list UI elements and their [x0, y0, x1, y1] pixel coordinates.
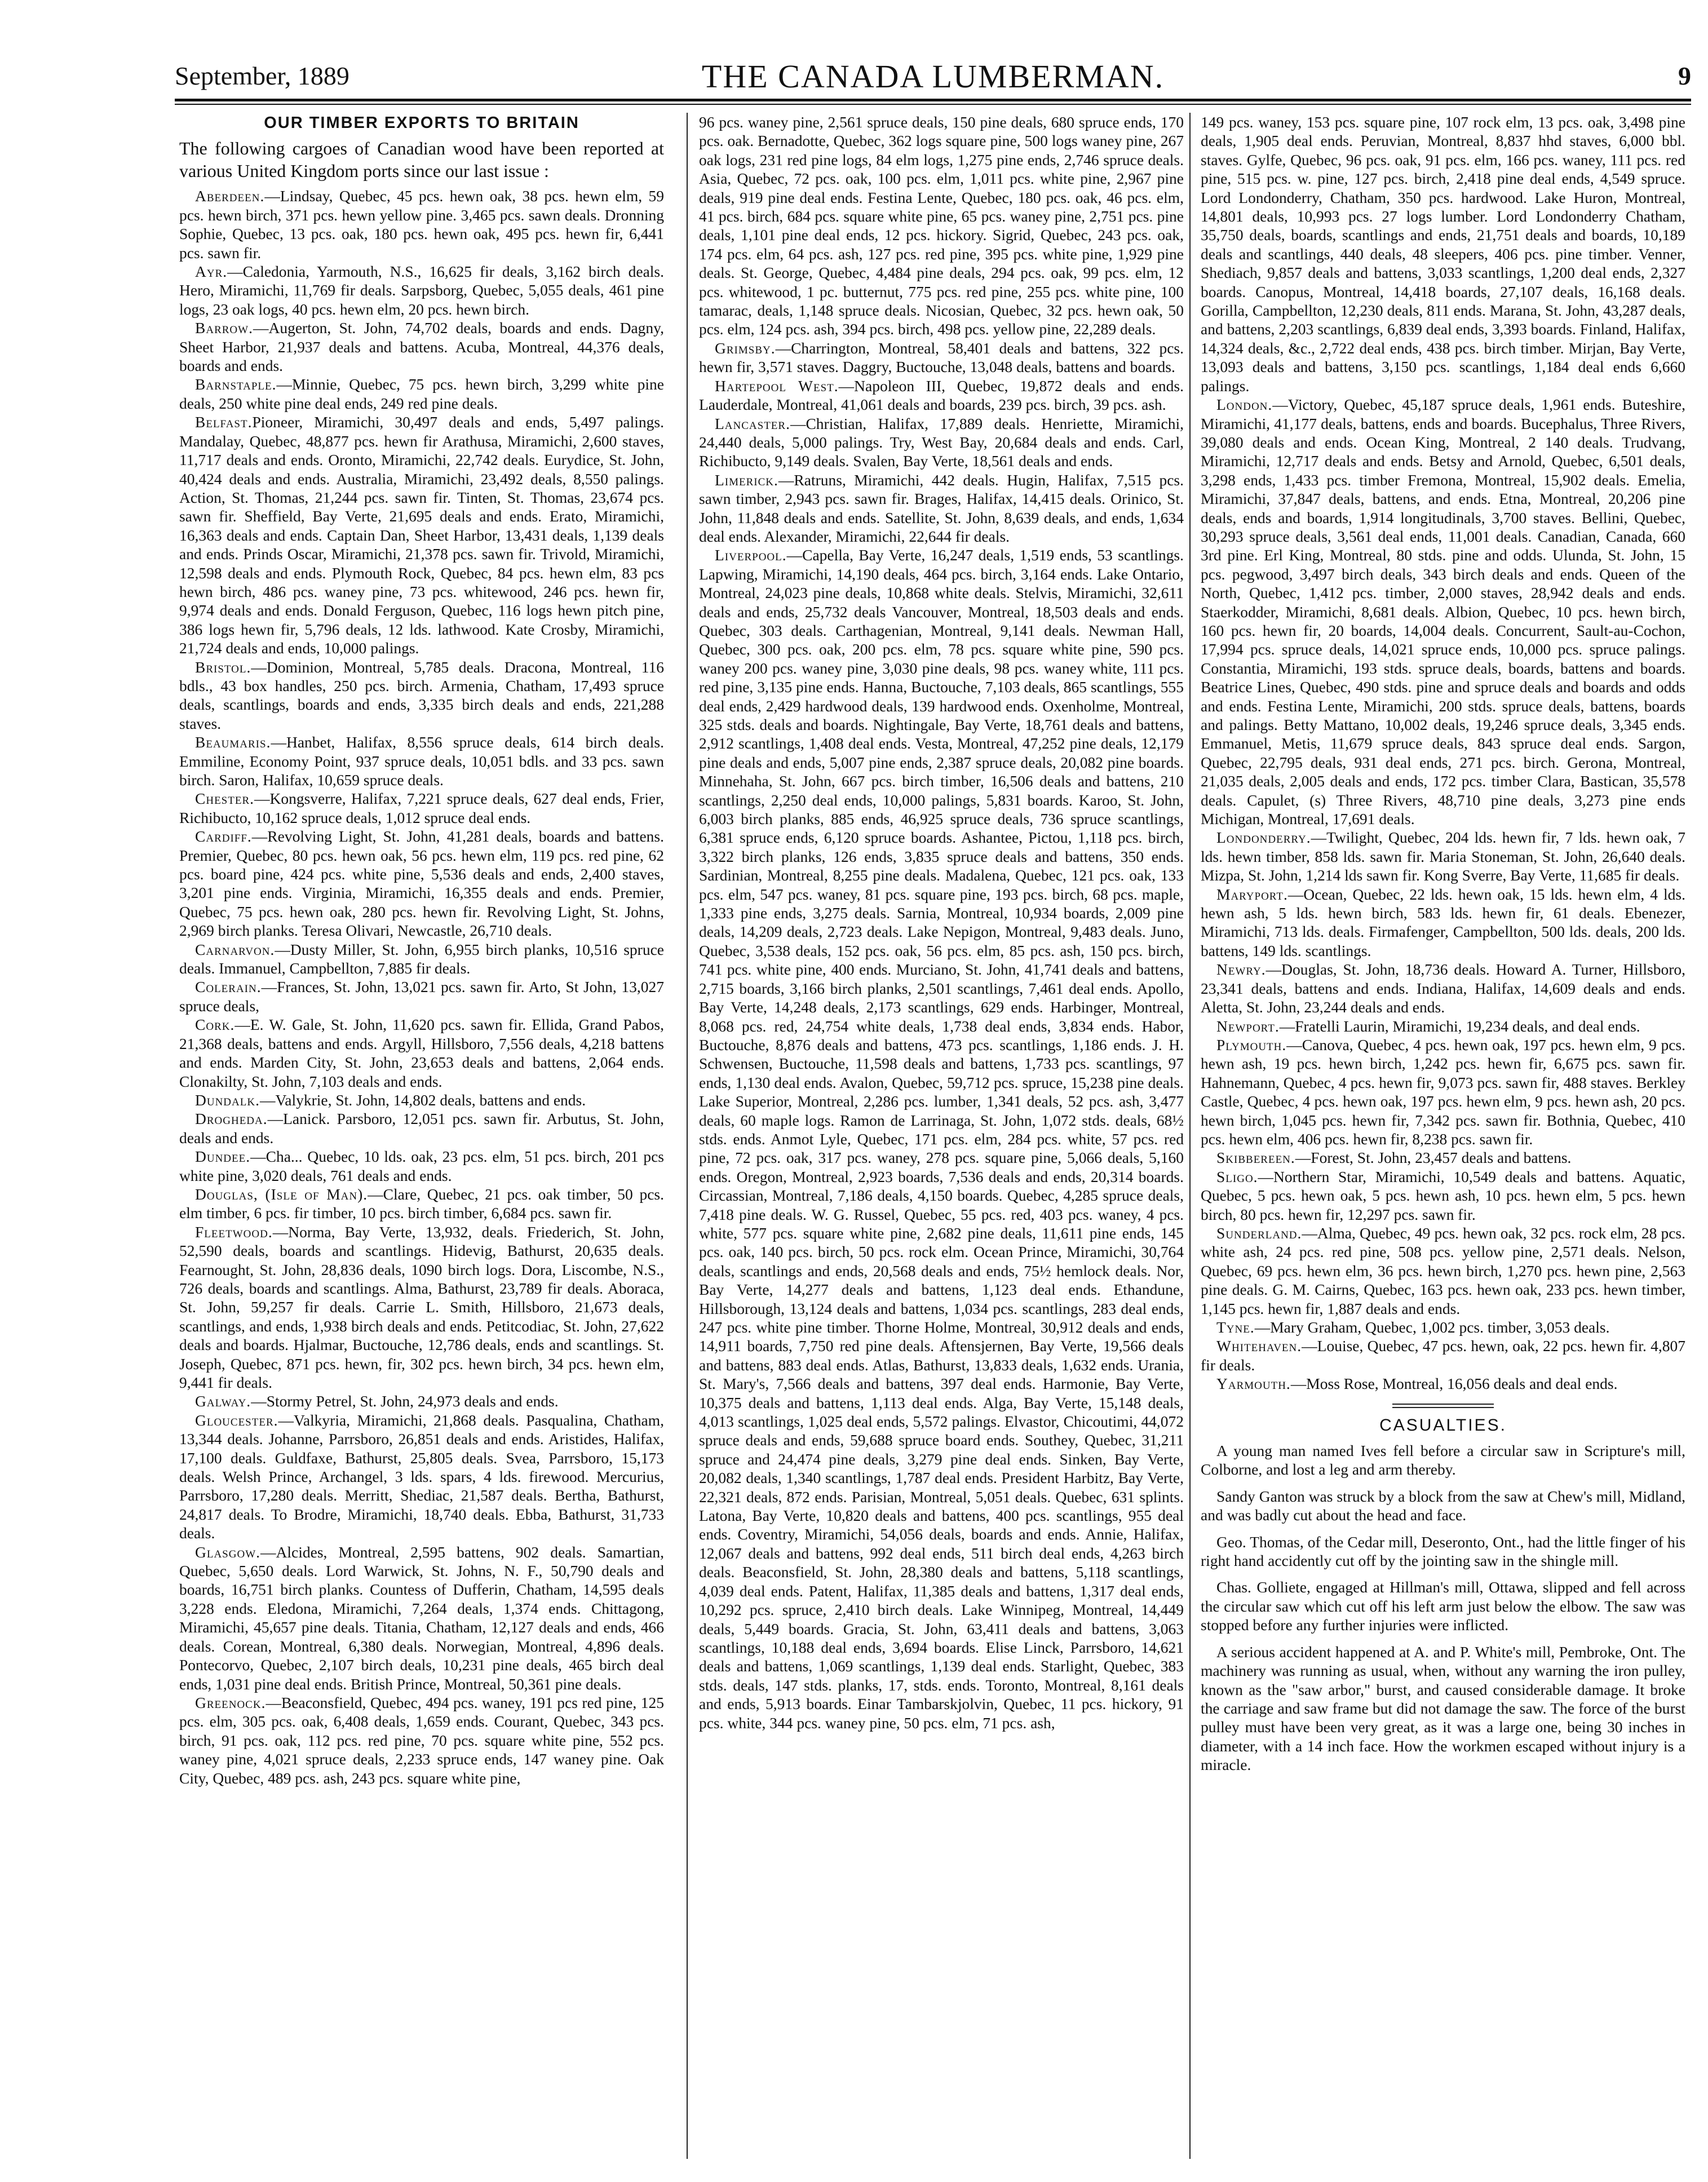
cargo-entry	[179, 658, 664, 733]
newspaper-title: THE CANADA LUMBERMAN.	[701, 58, 1165, 95]
column-divider	[1189, 113, 1191, 2159]
cargo-text: —Valykrie, St. John, 14,802 deals, battens and ends.	[259, 1091, 586, 1109]
cargo-entry	[179, 1147, 664, 1185]
cargo-text: —Lindsay, Quebec, 45 pcs. hewn oak, 38 pcs. hewn elm, 59 pcs. hewn birch, 371 pcs. hewn yellow pine. 3,465 pcs. sawn deals. Dronning Sophie, Quebec, 13 pcs. oak, 180 pcs. hewn oak, 495 pcs. hewn fir, 6,441 pcs. sawn fir.	[179, 187, 664, 262]
casualty-item: Sandy Ganton was struck by a block from the saw at Chew's mill, Midland, and was badly cut about the head and face.	[1201, 1487, 1685, 1524]
cargo-entry	[179, 789, 664, 827]
cargo-text: —Charrington, Montreal, 58,401 deals and battens, 322 pcs. hewn fir, 3,571 staves. Daggry, Buctouche, 13,048 deals, battens and boards.	[699, 339, 1184, 376]
cargo-entry	[179, 1543, 664, 1693]
port-name: Maryport.	[1216, 885, 1288, 903]
port-name: Grimsby.	[715, 339, 776, 357]
port-name: Cork.	[195, 1016, 235, 1034]
cargo-text: —Clare, Quebec, 21 pcs. oak timber, 50 pcs. elm timber, 6 pcs. fir timber, 10 pcs. birch timber, 6,684 pcs. sawn fir.	[179, 1185, 664, 1222]
cargo-text: —Christian, Halifax, 17,889 deals. Henriette, Miramichi, 24,440 deals, 5,000 palings. Try, West Bay, 20,684 deals and ends. Carl, Richibucto, 9,149 deals. Svalen, Bay Verte, 18,561 deals and ends.	[699, 414, 1184, 470]
cargo-entry	[179, 733, 664, 789]
cargo-entry	[1201, 1017, 1685, 1035]
cargo-entry	[1201, 1318, 1685, 1336]
cargo-entry	[179, 413, 664, 657]
port-name: Ayr.	[195, 263, 228, 281]
page-number: 9	[1678, 61, 1691, 90]
casualties-title: CASUALTIES.	[1379, 1415, 1507, 1435]
cargo-text: —Minnie, Quebec, 75 pcs. hewn birch, 3,299 white pine deals, 250 white pine deal ends, 249 red pine deals.	[179, 375, 664, 412]
cargo-entry	[1201, 1035, 1685, 1148]
cargo-text: —Louise, Quebec, 47 pcs. hewn, oak, 22 pcs. hewn fir. 4,807 fir deals.	[1201, 1337, 1685, 1374]
cargo-entry	[699, 471, 1184, 546]
cargo-entry	[1201, 1167, 1685, 1224]
cargo-entry	[179, 940, 664, 978]
port-name: Lancaster.	[715, 414, 790, 432]
cargo-entry	[699, 339, 1184, 377]
cargo-text: —Twilight, Quebec, 204 lds. hewn fir, 7 lds. hewn oak, 7 lds. hewn timber, 858 lds. sawn fir. Maria Stoneman, St. John, 26,640 deals. Mizpa, St. John, 1,214 lds sawn fir. Kong Sverre, Bay Verte, 11,685 fir deals.	[1201, 829, 1685, 884]
cargo-text: —Lanick. Parsboro, 12,051 pcs. sawn fir. Arbutus, St. John, deals and ends.	[179, 1110, 664, 1147]
cargo-text: —Caledonia, Yarmouth, N.S., 16,625 fir deals, 3,162 birch deals. Hero, Miramichi, 11,769 fir deals. Sarpsborg, Quebec, 5,055 deals, 461 pine logs, 23 oak logs, 40 pcs. hewn elm, 20 pcs. hewn birch.	[179, 263, 664, 318]
issue-date: September, 1889	[175, 61, 349, 90]
cargo-text: —Valkyria, Miramichi, 21,868 deals. Pasqualina, Chatham, 13,344 deals. Johanne, Parrsboro, 26,851 deals and ends. Aristides, Halifax, 17,100 deals. Guldfaxe, Bathurst, 25,805 deals. Svea, Parrsboro, 15,173 deals. Welsh Prince, Archangel, 3 lds. spars, 4 lds. firewood. Mercurius, Parrsboro, 17,280 deals. Merritt, Shediac, 21,587 deals. Bertha, Bathurst, 24,817 deals. To Brodre, Miramichi, 18,740 deals. Ebba, Bathurst, 31,733 deals.	[179, 1411, 664, 1542]
cargo-entry	[1201, 395, 1685, 828]
port-name: London.	[1216, 396, 1273, 414]
port-name: Douglas, (Isle of Man).	[195, 1185, 368, 1203]
cargo-entry	[699, 414, 1184, 471]
cargo-entry	[699, 377, 1184, 414]
cargo-text: 149 pcs. waney, 153 pcs. square pine, 107 rock elm, 13 pcs. oak, 3,498 pine deals, 1,905 deal ends. Peruvian, Montreal, 8,837 hhd staves, 6,000 bbl. staves. Gylfe, Quebec, 96 pcs. oak, 91 pcs. elm, 166 pcs. waney, 111 pcs. red pine, 515 pcs. w. pine, 127 pcs. birch, 2,418 pine deal ends, 4,549 spruce. Lord Londonderry, Chatham, 350 pcs. hardwood. Lake Huron, Montreal, 14,801 deals, 10,993 pcs. 27 logs lumber. Lord Londonderry Chatham, 35,750 deals, boards, scantlings and ends, 21,751 deals and boards, 10,189 deals and scantlings, 440 deals, 48 sleepers, 406 pcs. pine timber. Venner, Shediach, 9,857 deals and battens, 3,033 scantlings, 1,200 deal ends, 2,327 boards. Canopus, Montreal, 14,418 boards, 27,107 deals, 16,168 deals. Gorilla, Campbellton, 12,230 deals, 811 ends. Marana, St. John, 43,287 deals, and battens, 2,203 scantlings, 6,839 deal ends, 3,393 boards. Finland, Halifax, 14,324 deals, &c., 2,722 deal ends, 438 pcs. birch timber. Mirjan, Bay Verte, 13,093 deals and battens, 3,150 pcs. scantlings, 1,184 deal ends 6,660 palings.	[1201, 113, 1685, 395]
page-header	[175, 58, 1691, 100]
port-name: Carnarvon.	[195, 940, 275, 958]
port-name: Barnstaple.	[195, 375, 277, 393]
cargo-entry	[699, 113, 1184, 339]
section-divider	[1392, 1404, 1494, 1408]
cargo-entry	[1201, 113, 1685, 395]
cargo-entry	[1201, 1224, 1685, 1318]
cargo-entry	[179, 375, 664, 413]
cargo-text: —Alcides, Montreal, 2,595 battens, 902 deals. Samartian, Quebec, 5,650 deals. Lord Warwick, St. Johns, N. F., 50,790 deals and boards, 16,751 birch planks. Countess of Dufferin, Chatham, 14,595 deals 3,228 ends. Eledona, Miramichi, 7,264 deals, 1,374 ends. Chittagong, Miramichi, 45,657 pine deals. Titania, Chatham, 12,127 deals and ends, 466 deals. Corean, Montreal, 6,380 deals. Norwegian, Montreal, 4,896 deals. Pontecorvo, Quebec, 2,107 birch deals, 10,231 pine deals, 465 birch deal ends, 1,031 pine deal ends. British Prince, Montreal, 50,361 pine deals.	[179, 1543, 664, 1693]
cargo-entry	[179, 1091, 664, 1109]
cargo-text: —Augerton, St. John, 74,702 deals, boards and ends. Dagny, Sheet Harbor, 21,937 deals and battens. Acuba, Montreal, 44,376 deals, boards and ends.	[179, 319, 664, 375]
port-name: Skibbereen.	[1216, 1149, 1295, 1167]
cargo-text: Pioneer, Miramichi, 30,497 deals and ends, 5,497 palings. Mandalay, Quebec, 48,877 pcs. hewn fir Arathusa, Miramichi, 2,600 staves, 11,717 deals and ends. Oronto, Miramichi, 22,742 deals. Eurydice, St. John, 40,424 deals and ends. Australia, Miramichi, 23,492 deals, 8,550 palings. Action, St. Thomas, 21,244 pcs. sawn fir. Tinten, St. Thomas, 23,674 pcs. sawn fir. Sheffield, Bay Verte, 21,695 deals and ends. Erato, Miramichi, 16,363 deals and ends. Captain Dan, Sheet Harbor, 13,431 deals, 1,139 deals and ends. Prinds Oscar, Miramichi, 21,378 pcs. sawn fir. Trivold, Miramichi, 12,598 deals and ends. Plymouth Rock, Quebec, 84 pcs. hewn elm, 83 pcs hewn birch, 486 pcs. waney pine, 73 pcs. whitewood, 246 pcs. hewn fir, 9,974 deals and ends. Donald Ferguson, Quebec, 116 logs hewn pitch pine, 386 logs hewn fir, 5,796 deals, 12 lds. lathwood. Kate Crosby, Miramichi, 21,724 deals and ends, 10,000 palings.	[179, 413, 664, 657]
port-name: Dundee.	[195, 1148, 251, 1166]
cargo-entry	[179, 827, 664, 940]
cargo-text: —Hanbet, Halifax, 8,556 spruce deals, 614 birch deals. Emmiline, Economy Point, 937 spruce deals, 10,051 bdls. and 33 pcs. sawn birch. Saron, Halifax, 10,659 spruce deals.	[179, 733, 664, 789]
cargo-text: —Norma, Bay Verte, 13,932, deals. Friederich, St. John, 52,590 deals, boards and scantlings. Hidevig, Bathurst, 20,635 deals. Fearnought, St. John, 28,836 deals, 1090 birch logs. Dora, Liscombe, N.S., 726 deals, boards and scantlings. Alma, Bathurst, 23,789 fir deals. Aboraca, St. John, 59,257 fir deals. Carrie L. Smith, Hillsboro, 21,673 deals, scantlings, and ends, 1,938 birch deals and ends. Petitcodiac, St. John, 27,622 deals and boards. Hjalmar, Buctouche, 12,786 deals, ends and scantlings. St. Joseph, Quebec, 871 pcs. hewn, fir, 302 pcs. hewn birch, 34 pcs. hewn elm, 9,441 fir deals.	[179, 1223, 664, 1391]
col2-entries	[699, 113, 1184, 1732]
port-name: Dundalk.	[195, 1091, 260, 1109]
cargo-text: —Revolving Light, St. John, 41,281 deals, boards and battens. Premier, Quebec, 80 pcs. hewn oak, 56 pcs. hewn elm, 119 pcs. red pine, 62 pcs. board pine, 424 pcs. white pine, 5,536 deals and ends, 2,400 staves, 3,201 pine ends. Virginia, Miramichi, 16,355 deals and ends. Premier, Quebec, 75 pcs. hewn oak, 280 pcs. hewn fir. Revolving Light, St. Johns, 2,969 birch planks. Teresa Olivari, Newcastle, 26,710 deals.	[179, 827, 664, 940]
cargo-entry	[179, 1392, 664, 1410]
cargo-text: —Frances, St. John, 13,021 pcs. sawn fir. Arto, St John, 13,027 spruce deals,	[179, 978, 664, 1015]
cargo-text: —Victory, Quebec, 45,187 spruce deals, 1,961 ends. Buteshire, Miramichi, 41,177 deals, battens, ends and boards. Bucephalus, Three Rivers, 39,080 deals and ends. Ocean King, Montreal, 2 140 deals. Trudvang, Miramichi, 12,717 deals and ends. Betsy and Arnold, Quebec, 6,501 deals, 3,298 ends, 1,433 pcs. timber Fremona, Montreal, 15,902 deals. Emelia, Miramichi, 37,847 deals, battens, and ends. Etna, Montreal, 20,206 pine deals, ends and boards, 1,914 longitudinals, 3,700 staves. Bellini, Quebec, 30,293 spruce deals, 3,561 deal ends, 11,001 deals. Canadian, Canada, 660 3rd pine. Erl King, Montreal, 80 stds. pine and odds. Ulunda, St. John, 15 pcs. pegwood, 3,497 birch deals, 343 birch deals and ends. Queen of the North, Quebec, 1,412 pcs. timber, 2,000 staves, 28,942 deals and ends. Staerkodder, Miramichi, 8,681 deals. Albion, Quebec, 10 pcs. hewn birch, 160 pcs. hewn fir, 20 boards, 14,004 deals. Concurrent, Sault-au-Cochon, 17,994 pcs. spruce deals, 14,021 spruce ends, 10,000 pcs. spruce palings. Constantia, Miramichi, 193 stds. spruce deals, boards, battens and boards. Beatrice Lines, Quebec, 490 stds. pine and spruce deals and boards and odds and ends. Festina Lente, Miramichi, 200 stds. spruce deals, battens, boards and palings. Betty Mattano, 10,002 deals, 19,246 spruce deals, 3,345 ends. Emmanuel, Metis, 11,679 spruce deals, 843 spruce deal ends. Sargon, Quebec, 22,795 deals, 931 deal ends, 271 pcs. birch. Gerona, Montreal, 21,035 deals, 2,005 deals and ends, 172 pcs. timber Clara, Bastican, 35,578 deals. Capulet, (s) Three Rivers, 48,710 pine deals, 3,273 pine ends Michigan, Montreal, 17,691 deals.	[1201, 396, 1685, 828]
cargo-text: —Canova, Quebec, 4 pcs. hewn oak, 197 pcs. hewn elm, 9 pcs. hewn ash, 19 pcs. hewn birch, 1,242 pcs. hewn fir, 6,675 pcs. sawn fir. Hahnemann, Quebec, 4 pcs. hewn fir, 9,073 pcs. sawn fir, 488 staves. Berkley Castle, Quebec, 4 pcs. hewn oak, 197 pcs. hewn elm, 9 pcs. hewn ash, 20 pcs. hewn birch, 1,045 pcs. hewn fir, 7,342 pcs. sawn fir. Bothnia, Quebec, 410 pcs. hewn elm, 406 pcs. hewn fir, 8,238 pcs. sawn fir.	[1201, 1035, 1685, 1148]
exports-title: OUR TIMBER EXPORTS TO BRITAIN	[264, 114, 579, 132]
cargo-entry	[179, 318, 664, 375]
port-name: Beaumaris.	[195, 733, 271, 751]
port-name: Gloucester.	[195, 1411, 278, 1429]
port-name: Tyne.	[1216, 1318, 1255, 1336]
cargo-entry	[179, 1693, 664, 1787]
column-divider	[687, 113, 688, 2159]
cargo-entry	[1201, 1336, 1685, 1374]
port-name: Barrow.	[195, 319, 253, 337]
cargo-entry	[179, 262, 664, 318]
cargo-entry	[179, 1411, 664, 1543]
cargo-text: —Dominion, Montreal, 5,785 deals. Dracona, Montreal, 116 bdls., 43 box handles, 250 pcs. birch. Armenia, Chatham, 17,493 spruce deals, scantlings, boards and ends, 3,335 birch deals and ends, 221,288 staves.	[179, 658, 664, 732]
port-name: Londonderry.	[1216, 829, 1311, 847]
port-name: Drogheda.	[195, 1110, 268, 1128]
port-name: Sunderland.	[1216, 1224, 1302, 1242]
port-name: Newport.	[1216, 1017, 1280, 1035]
port-name: Fleetwood.	[195, 1223, 273, 1241]
port-name: Glasgow.	[195, 1543, 261, 1561]
cargo-text: —Fratelli Laurin, Miramichi, 19,234 deals, and deal ends.	[1279, 1017, 1640, 1035]
port-name: Plymouth.	[1216, 1035, 1287, 1054]
port-name: Bristol.	[195, 658, 251, 676]
cargo-text: —Napoleon III, Quebec, 19,872 deals and ends. Lauderdale, Montreal, 41,061 deals and boards, 239 pcs. birch, 39 pcs. ash.	[699, 377, 1184, 414]
cargo-text: —Capella, Bay Verte, 16,247 deals, 1,519 ends, 53 scantlings. Lapwing, Miramichi, 14,190 deals, 464 pcs. birch, 3,164 ends. Lake Ontario, Montreal, 24,023 pine deals, 10,868 white deals. Stelvis, Miramichi, 32,611 deals and ends, 25,732 deals Vancouver, Montreal, 18,503 deals and ends. Quebec, 303 deals. Carthagenian, Montreal, 9,141 deals. Newman Hall, Quebec, 300 pcs. oak, 200 pcs. elm, 78 pcs. square white pine, 590 pcs. waney 200 pcs. waney pine, 3,030 pine deals, 98 pcs. waney white, 111 pcs. red pine, 3,135 pine ends. Hanna, Buctouche, 7,103 deals, 865 scantlings, 555 deal ends, 2,429 hardwood deals, 139 hardwood ends. Oxenholme, Montreal, 325 stds. deals and boards. Nightingale, Bay Verte, 18,761 deals and battens, 2,912 scantlings, 1,408 deal ends. Vesta, Montreal, 47,252 pine deals, 12,179 pine deals and ends, 5,007 pine ends, 2,387 spruce deals, 20,082 pine boards. Minnehaha, St. John, 667 pcs. birch timber, 16,506 deals and battens, 210 scantlings, 2,250 deal ends, 10,000 palings, 5,831 boards. Karoo, St. John, 6,003 birch planks, 885 ends, 46,925 spruce deals, 736 spruce scantlings, 6,381 spruce ends, 6,120 spruce boards. Ashantee, Pictou, 1,118 pcs. birch, 3,322 birch planks, 126 ends, 3,835 spruce deals and battens, 350 ends. Sardinian, Montreal, 8,255 pine deals. Madalena, Quebec, 121 pcs. oak, 133 pcs. elm, 547 pcs. waney, 81 pcs. square pine, 193 pcs. birch, 68 pcs. maple, 1,333 pine ends, 3,275 deals. Sarnia, Montreal, 10,934 boards, 2,009 pine deals, 14,209 deals, 2,723 deals. Lake Nepigon, Montreal, 9,483 deals. Juno, Quebec, 3,538 deals, 152 pcs. oak, 56 pcs. elm, 85 pcs. ash, 150 pcs. birch, 741 pcs. white pine, 400 ends. Murciano, St. John, 41,741 deals and battens, 2,715 boards, 3,166 birch planks, 2,501 scantlings, 7,461 deal ends. Apollo, Bay Verte, 14,248 deals, 2,173 scantlings, 629 ends. Harbinger, Montreal, 8,068 pcs. red, 24,754 white deals, 1,738 deal ends, 3,834 ends. Habor, Buctouche, 8,876 deals and battens, 473 pcs. scantlings, 1,186 ends. J. H. Schwensen, Buctouche, 11,598 deals and battens, 1,733 pcs. scantlings, 97 ends, 1,130 deal ends. Avalon, Quebec, 59,712 pcs. spruce, 15,238 pine deals. Lake Superior, Montreal, 2,286 pcs. lumber, 1,341 deals, 52 pcs. ash, 3,477 deals, 60 maple logs. Ramon de Larrinaga, St. John, 1,072 stds. deals, 68½ stds. ends. Anmot Lyle, Quebec, 171 pcs. elm, 284 pcs. white, 57 pcs. red pine, 72 pcs. oak, 317 pcs. waney, 278 pcs. square pine, 5,066 deals, 5,160 ends. Oregon, Montreal, 2,923 boards, 7,536 deals and ends, 20,314 boards. Circassian, Montreal, 7,186 deals, 4,150 boards. Quebec, 4,285 spruce deals, 7,418 pine deals. W. G. Russel, Quebec, 55 pcs. red, 403 pcs. waney, 4 pcs. white, 577 pcs. square white pine, 2,682 pine deals, 11,611 pine ends, 145 pcs. oak, 140 pcs. birch, 50 pcs. rock elm. Ocean Prince, Miramichi, 30,764 deals, scantlings and ends, 20,568 deals and ends, 75½ hemlock deals. Nor, Bay Verte, 14,277 deals and battens, 1,123 deal ends. Ethandune, Hillsborough, 13,124 deals and battens, 1,034 pcs. scantlings, 283 deal ends, 247 pcs. white pine timber. Thorne Holme, Montreal, 30,912 deals and ends, 14,911 boards, 7,750 red pine deals. Aftensjernen, Bay Verte, 19,566 deals and battens, 883 deal ends. Atlas, Bathurst, 13,833 deals, 1,632 ends. Urania, St. Mary's, 7,566 deals and battens, 397 deal ends. Harmonie, Bay Verte, 10,375 deals and battens, 1,113 deal ends. Alga, Bay Verte, 15,148 deals, 4,013 scantlings, 1,025 deal ends, 5,572 palings. Elvastor, Chicoutimi, 44,072 spruce deals and ends, 59,688 spruce board ends. Southey, Quebec, 31,211 spruce and 24,474 pine deals, 3,279 pine deal ends. Sinken, Bay Verte, 20,082 deals, 1,340 scantlings, 1,787 deal ends. President Harbitz, Bay Verte, 22,321 deals, 872 ends. Parisian, Montreal, 5,051 deals. Quebec, 631 splints. Latona, Bay Verte, 10,820 deals and battens, 400 pcs. scantlings, 955 deal ends. Coventry, Miramichi, 54,056 deals, boards and ends. Annie, Halifax, 12,067 deals and battens, 992 deal ends, 511 birch deal ends, 4,263 birch deals. Beaconsfield, St. John, 28,380 deals and battens, 5,118 scantlings, 4,039 deal ends. Patent, Halifax, 11,385 deals and battens, 1,317 deal ends, 10,292 pcs. spruce, 2,410 birch deals. Lake Winnipeg, Montreal, 14,449 deals, 5,449 boards. Gracia, St. John, 63,411 deals and battens, 3,063 scantlings, 10,188 deal ends, 3,694 boards. Elise Linck, Parrsboro, 14,621 deals and battens, 1,069 scantlings, 1,139 deal ends. Starlight, Quebec, 383 stds. deals, 147 stds. planks, 17, stds. ends. Toronto, Montreal, 8,161 deals and ends, 5,913 boards. Einar Tambarskjolvin, Quebec, 11 pcs. hickory, 91 pcs. white, 344 pcs. waney pine, 50 pcs. elm, 71 pcs. ash,	[699, 546, 1184, 1732]
port-name: Newry.	[1216, 961, 1266, 979]
cargo-text: —Ratruns, Miramichi, 442 deals. Hugin, Halifax, 7,515 pcs. sawn timber, 2,943 pcs. sawn fir. Brages, Halifax, 14,415 deals. Orinico, St. John, 11,848 deals and ends. Satellite, St. John, 8,639 deals, and ends, 1,634 deal ends. Alexander, Miramichi, 22,644 fir deals.	[699, 471, 1184, 545]
cargo-text: —Forest, St. John, 23,457 deals and battens.	[1295, 1149, 1572, 1167]
cargo-text: —Northern Star, Miramichi, 10,549 deals and battens. Aquatic, Quebec, 5 pcs. hewn oak, 5 pcs. hewn ash, 10 pcs. hewn elm, 5 pcs. hewn birch, 80 pcs. hewn fir, 12,297 pcs. sawn fir.	[1201, 1167, 1685, 1223]
casualty-item: A young man named Ives fell before a circular saw in Scripture's mill, Colborne, and lost a leg and arm thereby.	[1201, 1442, 1685, 1479]
port-name: Belfast.	[195, 413, 253, 431]
column-2	[699, 113, 1184, 2159]
cargo-text: 96 pcs. waney pine, 2,561 spruce deals, 150 pine deals, 680 spruce ends, 170 pcs. oak. Bernadotte, Quebec, 362 logs square pine, 500 logs waney pine, 267 oak logs, 231 red pine logs, 84 elm logs, 1,275 pine ends, 2,746 spruce deals. Asia, Quebec, 72 pcs. oak, 100 pcs. elm, 1,011 pcs. white pine, 2,967 pine deals, 919 pine deal ends. Festina Lente, Quebec, 180 pcs. oak, 46 pcs. elm, 41 pcs. birch, 684 pcs. square white pine, 65 pcs. waney pine, 2,751 pcs. pine deals, 1,101 pine deal ends, 12 pcs. hickory. Sigrid, Quebec, 243 pcs. oak, 174 pcs. elm, 64 pcs. ash, 127 pcs. red pine, 395 pcs. white pine, 1,929 pine deals. St. George, Quebec, 4,484 pine deals, 294 pcs. oak, 99 pcs. elm, 12 pcs. whitewood, 1 pc. butternut, 775 pcs. red pine, 255 pcs. white pine, 100 tamarac, deals, 1,148 spruce deals. Nicosian, Quebec, 32 pcs. hewn oak, 50 pcs. elm, 124 pcs. ash, 394 pcs. birch, 498 pcs. yellow pine, 22,289 deals.	[699, 113, 1184, 338]
cargo-entry	[699, 546, 1184, 1732]
cargo-text: —Moss Rose, Montreal, 16,056 deals and deal ends.	[1290, 1375, 1618, 1393]
cargo-entry	[179, 1223, 664, 1392]
cargo-text: —Mary Graham, Quebec, 1,002 pcs. timber, 3,053 deals.	[1254, 1318, 1610, 1336]
header-rule	[175, 99, 1691, 101]
port-name: Limerick.	[715, 471, 778, 489]
cargo-entry	[1201, 1374, 1685, 1393]
cargo-text: —Douglas, St. John, 18,736 deals. Howard A. Turner, Hillsboro, 23,341 deals, battens and ends. Indiana, Halifax, 14,609 deals and ends. Aletta, St. John, 23,244 deals and ends.	[1201, 961, 1685, 1016]
col3-entries	[1201, 113, 1685, 1393]
cargo-entry	[1201, 885, 1685, 961]
port-name: Hartepool West.	[715, 377, 839, 395]
casualties-list	[1201, 1441, 1685, 1774]
port-name: Greenock.	[195, 1693, 266, 1711]
cargo-text: —Alma, Quebec, 49 pcs. hewn oak, 32 pcs. rock elm, 28 pcs. white ash, 24 pcs. red pine, 508 pcs. yellow pine, 2,571 deals. Nelson, Quebec, 69 pcs. hewn elm, 36 pcs. hewn birch, 1,270 pcs. hewn pine, 2,563 pine deals. G. M. Cairns, Quebec, 163 pcs. hewn oak, 233 pcs. hewn timber, 1,145 pcs. hewn fir, 1,887 deals and ends.	[1201, 1224, 1685, 1317]
cargo-entry	[179, 1015, 664, 1091]
header-rule-thin	[175, 104, 1691, 105]
port-name: Liverpool.	[715, 546, 787, 564]
cargo-text: —Dusty Miller, St. John, 6,955 birch planks, 10,516 spruce deals. Immanuel, Campbellton, 7,885 fir deals.	[179, 940, 664, 977]
column-1	[179, 113, 664, 2159]
cargo-text: —Ocean, Quebec, 22 lds. hewn oak, 15 lds. hewn elm, 4 lds. hewn ash, 5 lds. hewn birch, 583 lds. hewn fir, 61 deals. Ebenezer, Miramichi, 713 lds. deals. Firmafenger, Campbellton, 500 lds. deals, 200 lds. battens, 149 lds. scantlings.	[1201, 885, 1685, 959]
port-name: Chester.	[195, 790, 254, 808]
cargo-entry	[1201, 960, 1685, 1016]
port-name: Yarmouth.	[1216, 1375, 1291, 1393]
port-name: Galway.	[195, 1392, 251, 1410]
port-name: Cardiff.	[195, 827, 252, 846]
cargo-entry	[1201, 1148, 1685, 1167]
col1-entries	[179, 187, 664, 1787]
cargo-entry	[179, 1109, 664, 1147]
port-name: Aberdeen.	[195, 187, 265, 205]
cargo-text: —Stormy Petrel, St. John, 24,973 deals and ends.	[251, 1392, 559, 1410]
exports-intro: The following cargoes of Canadian wood have been reported at various United Kingdom ports since our last issue :	[179, 138, 664, 182]
cargo-entry	[1201, 828, 1685, 884]
cargo-text: —Cha... Quebec, 10 lds. oak, 23 pcs. elm, 51 pcs. birch, 201 pcs white pine, 3,020 deals, 761 deals and ends.	[179, 1148, 664, 1184]
casualty-item: Geo. Thomas, of the Cedar mill, Deseronto, Ont., had the little finger of his right hand accidently cut off by the jointing saw in the shingle mill.	[1201, 1533, 1685, 1570]
port-name: Colerain.	[195, 978, 262, 996]
cargo-text: —Beaconsfield, Quebec, 494 pcs. waney, 191 pcs red pine, 125 pcs. elm, 305 pcs. oak, 6,408 deals, 1,659 ends. Courant, Quebec, 343 pcs. birch, 91 pcs. oak, 112 pcs. red pine, 70 pcs. square white pine, 552 pcs. waney pine, 4,021 spruce deals, 2,233 spruce ends, 147 waney pine. Oak City, Quebec, 489 pcs. ash, 243 pcs. square white pine,	[179, 1693, 664, 1787]
cargo-text: —E. W. Gale, St. John, 11,620 pcs. sawn fir. Ellida, Grand Pabos, 21,368 deals, battens and ends. Argyll, Hillsboro, 7,556 deals, 4,218 battens and ends. Marden City, St. John, 23,653 deals and battens, 2,064 ends. Clonakilty, St. John, 7,103 deals and ends.	[179, 1016, 664, 1090]
port-name: Sligo.	[1216, 1167, 1258, 1185]
casualty-item: Chas. Golliete, engaged at Hillman's mill, Ottawa, slipped and fell across the circular saw which cut off his left arm just below the elbow. The saw was stopped before any further injuries were inflicted.	[1201, 1578, 1685, 1634]
port-name: Whitehaven.	[1216, 1337, 1302, 1355]
cargo-entry	[179, 187, 664, 262]
column-3	[1201, 113, 1685, 2159]
cargo-entry	[179, 1185, 664, 1223]
casualty-item: A serious accident happened at A. and P. White's mill, Pembroke, Ont. The machinery was running as usual, when, without any warning the iron pulley, known as the "saw arbor," burst, and caused considerable damage. It broke the carriage and saw frame but did not damage the saw. The force of the burst pulley must have been very great, as it was a large one, being 30 inches in diameter, with a 14 inch face. How the workmen escaped without injury is a miracle.	[1201, 1643, 1685, 1774]
cargo-text: —Kongsverre, Halifax, 7,221 spruce deals, 627 deal ends, Frier, Richibucto, 10,162 spruce deals, 1,012 spruce deal ends.	[179, 790, 664, 826]
cargo-entry	[179, 977, 664, 1015]
